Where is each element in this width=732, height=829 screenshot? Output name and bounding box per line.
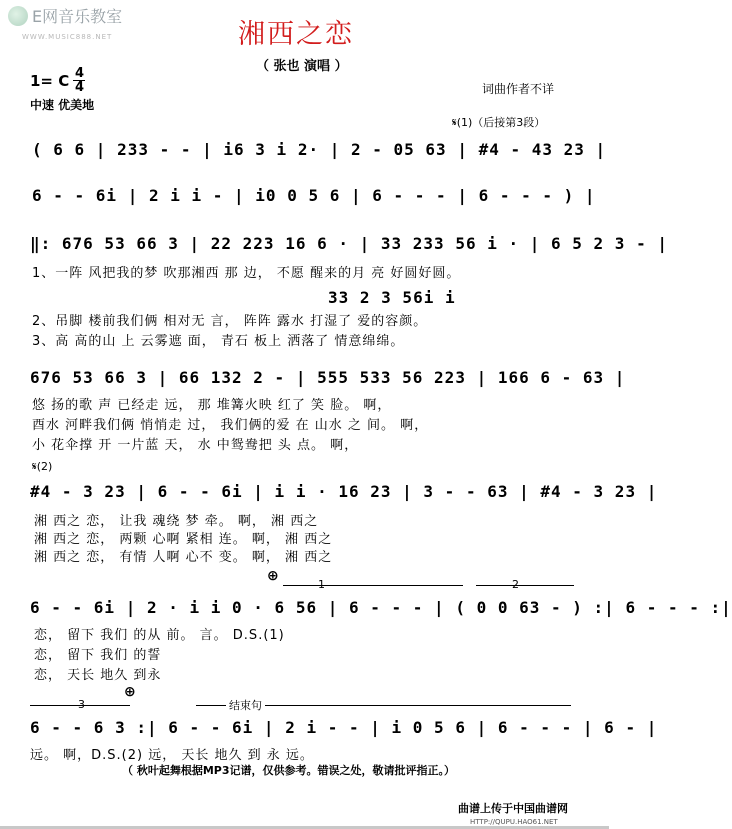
segno-mark-1: 𝄋(1)（后接第3段） <box>452 116 546 129</box>
score-line-8: 6 - - 6 3 :| 6 - - 6i | 2 i - - | i 0 5 6 | 6 - - - | 6 - | <box>30 718 658 737</box>
lyric-5-2: 酉水 河畔我们俩 悄悄走 过， 我们俩的爱 在 山水 之 间。 啊， <box>32 418 429 433</box>
volta-bracket-1 <box>283 585 463 586</box>
watermark: E网音乐教室 <box>32 7 123 26</box>
lyric-6-2: 湘 西之 恋， 两颗 心啊 紧相 连。 啊， 湘 西之 <box>34 532 333 547</box>
volta-bracket-2 <box>476 585 574 586</box>
volta-1: 1 <box>318 578 325 591</box>
coda-mark-2: ⊕ <box>124 684 136 700</box>
score-line-6: #4 - 3 23 | 6 - - 6i | i i · 16 23 | 3 - - 63 | #4 - 3 23 | <box>30 482 658 501</box>
score-line-4-alt: 33 2 3 56i i <box>328 288 456 307</box>
coda-mark-1: ⊕ <box>267 568 279 584</box>
lyric-7-3: 恋， 天长 地久 到永 <box>34 668 162 683</box>
credit: 曲谱上传于中国曲谱网 <box>458 802 568 815</box>
score-line-2: 6 - - 6i | 2 i i - | i0 0 5 6 | 6 - - - | 6 - - - ) | <box>32 186 596 205</box>
segno-mark-2: 𝄋(2) <box>32 460 53 473</box>
tempo: 中速 优美地 <box>30 98 95 112</box>
watermark-url: WWW.MUSIC888.NET <box>22 33 113 41</box>
score-line-1: ( 6 6 | 233 - - | i6 3 i 2· | 2 - 05 63 | #4 - 43 23 | <box>32 140 607 159</box>
lyric-5-3: 小 花伞撑 开 一片蓝 天， 水 中鸳鸯把 头 点。 啊， <box>32 438 359 453</box>
lyric-7-1: 恋， 留下 我们 的从 前。 言。 D.S.(1) <box>34 628 285 643</box>
page-title: 湘西之恋 <box>238 19 354 50</box>
lyric-6-1: 湘 西之 恋， 让我 魂绕 梦 牵。 啊， 湘 西之 <box>34 514 319 529</box>
composer: 词曲作者不详 <box>482 82 555 96</box>
time-signature-bottom: 4 <box>75 80 85 95</box>
lyric-6-3: 湘 西之 恋， 有情 人啊 心不 变。 啊， 湘 西之 <box>34 550 333 565</box>
lyric-5-1: 悠 扬的歌 声 已经走 远， 那 堆篝火映 红了 笑 脸。 啊， <box>32 398 392 413</box>
credit-url: HTTP://QUPU.HAO61.NET <box>470 818 558 826</box>
footnote: （ 秋叶起舞根据MP3记谱，仅供参考。错误之处，敬请批评指正。） <box>122 764 455 777</box>
time-signature-bar <box>73 80 85 81</box>
lyric-3-1: 1、一阵 风把我的梦 吹那湘西 那 边， 不愿 醒来的月 亮 好圆好圆。 <box>32 266 461 281</box>
time-signature-top: 4 <box>75 66 85 81</box>
singer: （ 张也 演唱 ） <box>256 59 348 74</box>
lyric-4-2: 3、高 高的山 上 云雾遮 面， 青石 板上 洒落了 情意绵绵。 <box>32 334 405 349</box>
lyric-4-1: 2、吊脚 楼前我们俩 相对无 言， 阵阵 露水 打湿了 爱的容颜。 <box>32 314 428 329</box>
score-line-3: ‖: 676 53 66 3 | 22 223 16 6 · | 33 233 56 i · | 6 5 2 3 - | <box>30 234 668 253</box>
lyric-8-1: 远。 啊，D.S.(2) 远， 天长 地久 到 永 远。 <box>30 748 314 763</box>
lyric-7-2: 恋， 留下 我们 的誓 <box>34 648 162 663</box>
score-line-5: 676 53 66 3 | 66 132 2 - | 555 533 56 223 | 166 6 - 63 | <box>30 368 626 387</box>
ending-label: 结束句 <box>226 697 265 713</box>
volta-3: 3 <box>78 698 85 711</box>
score-line-7: 6 - - 6i | 2 · i i 0 · 6 56 | 6 - - - | ( 0 0 63 - ) :| 6 - - - :| <box>30 598 732 617</box>
volta-2: 2 <box>512 578 519 591</box>
key-signature: 1= C <box>30 72 70 90</box>
logo-icon <box>8 6 28 26</box>
